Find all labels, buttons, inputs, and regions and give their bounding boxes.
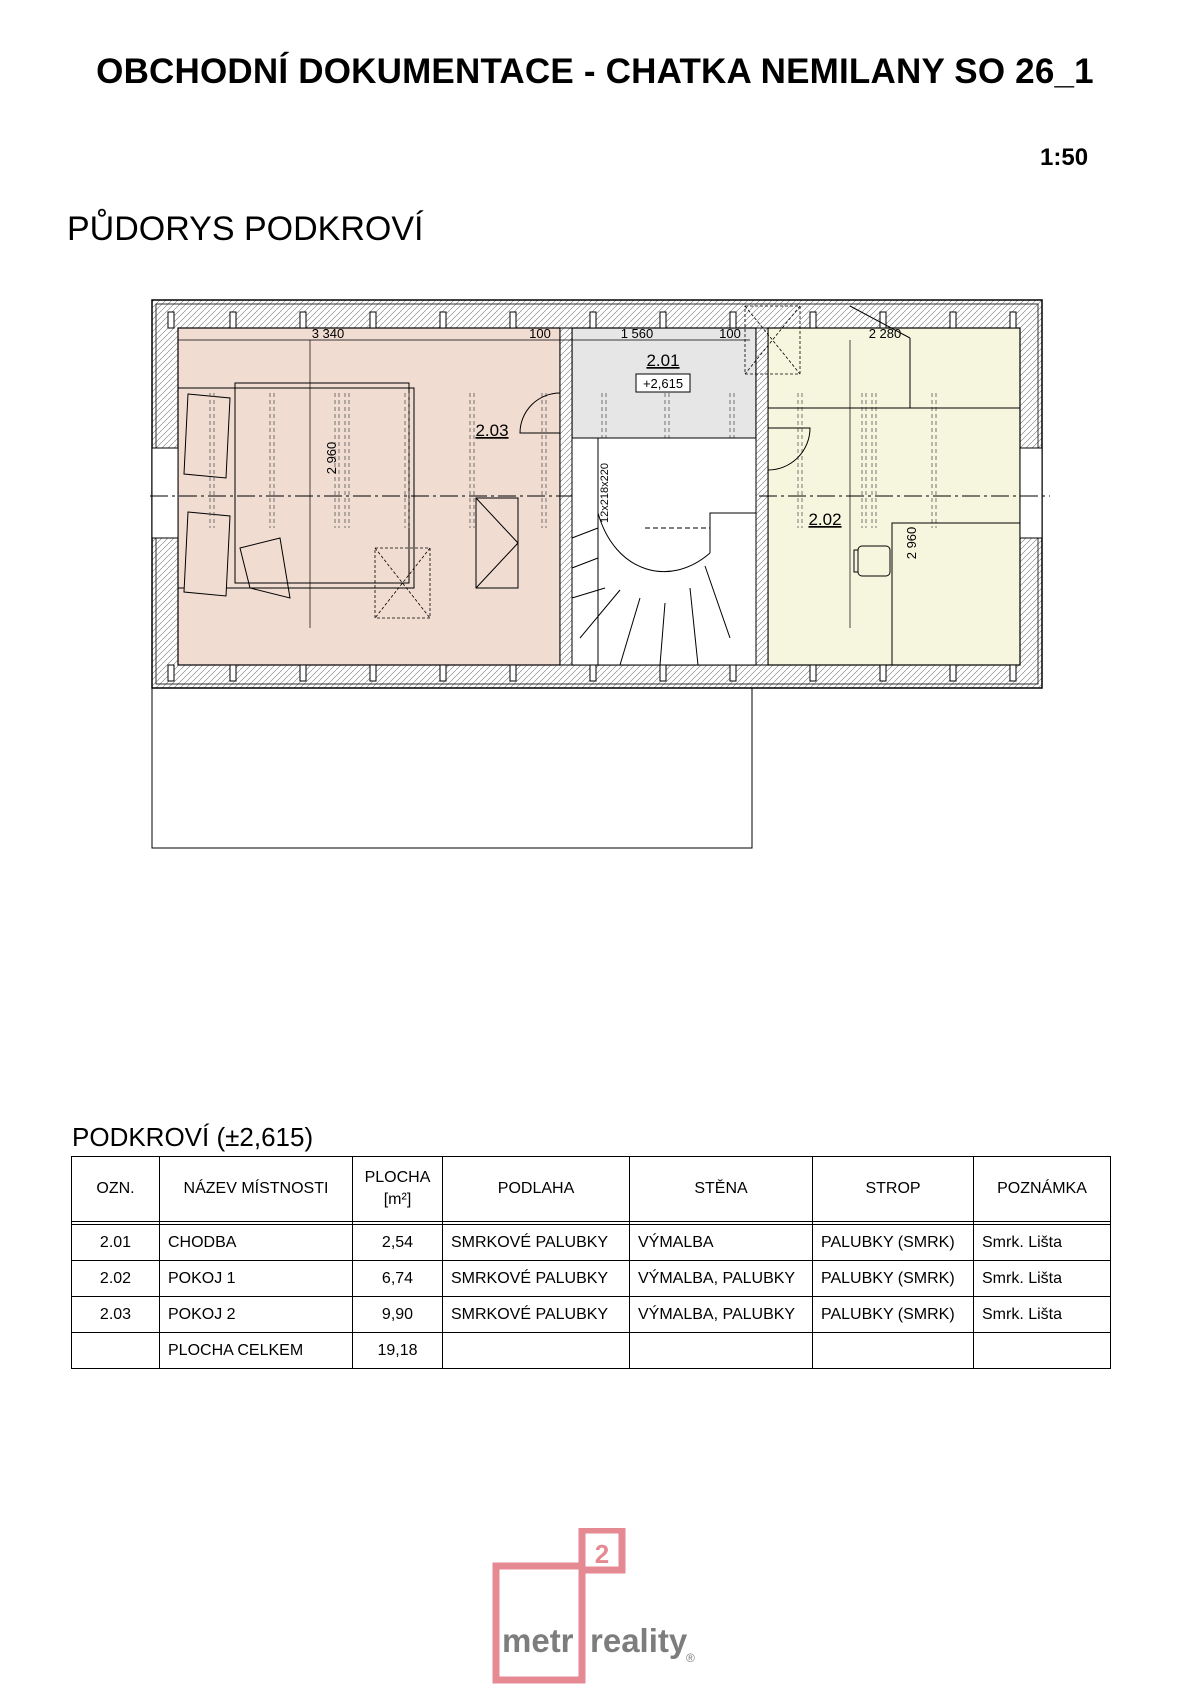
cell-strop: PALUBKY (SMRK) <box>813 1225 974 1261</box>
cell-stena: VÝMALBA, PALUBKY <box>630 1261 813 1297</box>
header-plocha-unit: [m²] <box>383 1191 412 1208</box>
metr-reality-logo <box>490 1528 700 1689</box>
cell-nazev: CHODBA <box>160 1225 353 1261</box>
cell-empty <box>974 1333 1111 1369</box>
cell-ozn: 2.03 <box>72 1297 160 1333</box>
room-schedule-table <box>71 1156 1111 1369</box>
cell-empty <box>443 1333 630 1369</box>
cell-poznamka: Smrk. Lišta <box>974 1261 1111 1297</box>
logo-mark <box>490 1528 700 1684</box>
room-level-2-01: +2,615 <box>642 376 684 391</box>
dim-top-left: 3 340 <box>311 326 345 341</box>
document-title: OBCHODNÍ DOKUMENTACE - CHATKA NEMILANY SO 26_1 <box>96 52 1094 91</box>
header-plocha <box>353 1157 443 1222</box>
dim-top-wall-2: 100 <box>719 326 741 341</box>
table-row <box>72 1297 1111 1333</box>
cell-podlaha: SMRKOVÉ PALUBKY <box>443 1261 630 1297</box>
cell-stena: VÝMALBA <box>630 1225 813 1261</box>
header-stena: STĚNA <box>630 1157 813 1222</box>
header-podlaha: PODLAHA <box>443 1157 630 1222</box>
table-row <box>72 1225 1111 1261</box>
room-label-2-01: 2.01 <box>646 351 680 370</box>
floor-plan-drawing <box>150 298 1050 868</box>
registered-mark: ® <box>686 1651 695 1665</box>
cell-plocha: 9,90 <box>353 1297 443 1333</box>
header-poznamka: POZNÁMKA <box>974 1157 1111 1222</box>
logo-word-left: metr <box>502 1622 574 1659</box>
cell-strop: PALUBKY (SMRK) <box>813 1261 974 1297</box>
header-strop: STROP <box>813 1157 974 1222</box>
cell-ozn: 2.02 <box>72 1261 160 1297</box>
dim-right-height: 2 960 <box>904 526 919 560</box>
floor-plan <box>150 298 1050 868</box>
cell-total-plocha: 19,18 <box>353 1333 443 1369</box>
cell-stena: VÝMALBA, PALUBKY <box>630 1297 813 1333</box>
cell-plocha: 2,54 <box>353 1225 443 1261</box>
room-label-2-02: 2.02 <box>808 510 842 529</box>
header-plocha-label: PLOCHA <box>364 1169 431 1186</box>
lower-floor-outline <box>152 688 752 848</box>
cell-total-label: PLOCHA CELKEM <box>160 1333 353 1369</box>
cell-poznamka: Smrk. Lišta <box>974 1297 1111 1333</box>
cell-ozn-empty <box>72 1333 160 1369</box>
logo-word-right: reality <box>590 1622 688 1659</box>
table-header-row <box>72 1157 1111 1222</box>
window-right <box>1020 448 1042 538</box>
cell-nazev: POKOJ 2 <box>160 1297 353 1333</box>
dim-top-right: 2 280 <box>868 326 902 341</box>
dim-stairs: 12x218x220 <box>599 463 611 523</box>
cell-ozn: 2.01 <box>72 1225 160 1261</box>
drawing-scale: 1:50 <box>1040 144 1089 171</box>
logo-digit: 2 <box>594 1539 610 1569</box>
floor-plan-title: PŮDORYS PODKROVÍ <box>67 210 424 248</box>
dim-top-mid: 1 560 <box>620 326 654 341</box>
cell-empty <box>630 1333 813 1369</box>
header-ozn: OZN. <box>72 1157 160 1222</box>
cell-podlaha: SMRKOVÉ PALUBKY <box>443 1297 630 1333</box>
table-title: PODKROVÍ (±2,615) <box>72 1122 314 1152</box>
cell-empty <box>813 1333 974 1369</box>
window-left <box>152 448 178 538</box>
room-label-2-03: 2.03 <box>475 421 509 440</box>
cell-strop: PALUBKY (SMRK) <box>813 1297 974 1333</box>
cell-plocha: 6,74 <box>353 1261 443 1297</box>
dim-left-height: 2 960 <box>324 441 339 475</box>
dim-top-wall-1: 100 <box>529 326 551 341</box>
cell-podlaha: SMRKOVÉ PALUBKY <box>443 1225 630 1261</box>
cell-nazev: POKOJ 1 <box>160 1261 353 1297</box>
table-row <box>72 1261 1111 1297</box>
table-total-row <box>72 1333 1111 1369</box>
header-nazev: NÁZEV MÍSTNOSTI <box>160 1157 353 1222</box>
cell-poznamka: Smrk. Lišta <box>974 1225 1111 1261</box>
